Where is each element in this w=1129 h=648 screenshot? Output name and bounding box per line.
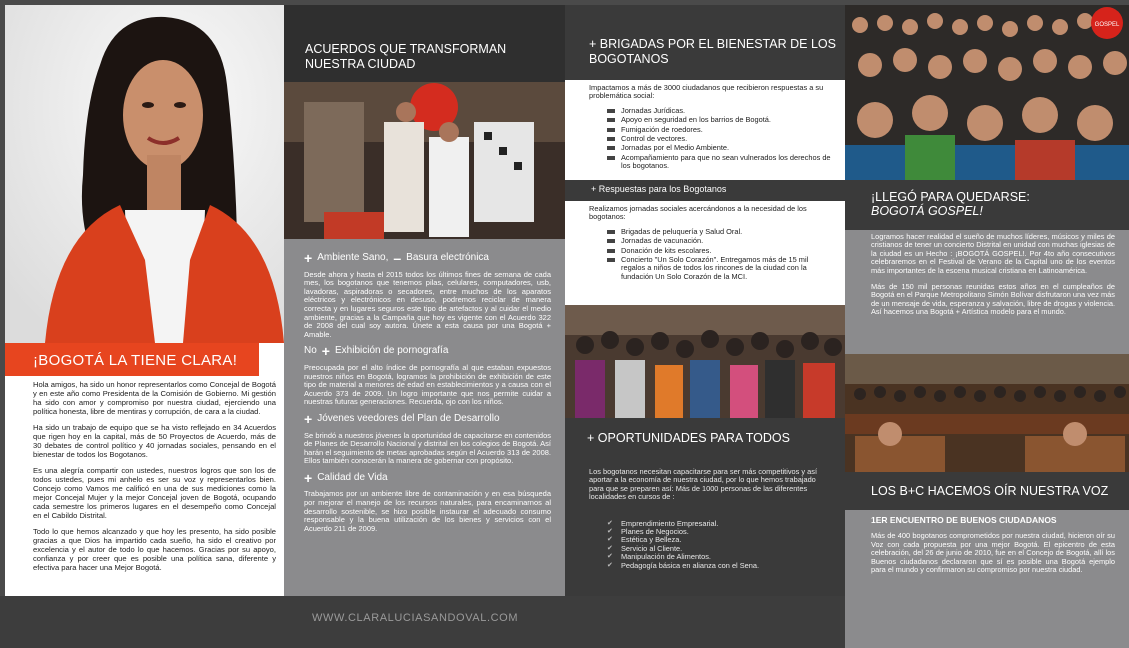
list-item: Acompañamiento para que no sean vulnerados los derechos de los bogotanos.: [607, 154, 831, 171]
council-chamber-photo: [845, 354, 1129, 472]
list-item: ✔ Pedagogía básica en alianza con el Sena.: [607, 562, 829, 570]
street-campaign-image: [284, 82, 565, 239]
intro-paragraph: Es una alegría compartir con ustedes, nuestros logros que son los de todos ustedes, pues mi anhelo es ser su voz y representarlos bien. Concejo como Vamos me calificó en una de sus mediciones como la mejor Concejal Mujer y la mejor Concejal joven de Bogotá, ocupando cada semestre los primeros lugares en el desempeño como Concejal en el Cabildo Distrital.: [33, 466, 276, 520]
respuestas-heading: [565, 180, 845, 201]
section-calidad-heading: [304, 469, 551, 486]
oportunidades-content: [565, 460, 845, 596]
encuentro-title: 1ER ENCUENTRO DE BUENOS CIUDADANOS: [871, 515, 1057, 525]
section-pornografia-heading: [304, 343, 551, 360]
portrait-photo: [5, 5, 284, 343]
acuerdos-body: [284, 239, 565, 596]
oportunidades-heading: [565, 418, 845, 460]
acuerdos-heading-line1: ACUERDOS QUE TRANSFORMAN: [305, 42, 507, 56]
gospel-heading-emphasis: BOGOTÁ GOSPEL!: [871, 204, 983, 218]
section-ambiente-heading: [304, 250, 551, 266]
list-item: ✔ Estética y Belleza.: [607, 536, 829, 544]
list-item: Fumigación de roedores.: [607, 126, 831, 134]
website-link[interactable]: WWW.CLARALUCIASANDOVAL.COM: [312, 612, 519, 624]
section-jovenes-heading: [304, 410, 551, 427]
oportunidades-text: Los bogotanos necesitan capacitarse para ser más competitivos y así aportar a la economía de nuestra ciudad, por lo que hemos trabajado para que se preparen así: Más de 1000 personas de las diferentes localidades en cursos de :: [589, 467, 817, 502]
list-item: Apoyo en seguridad en los barrios de Bogotá.: [607, 116, 831, 124]
list-item: ✔ Emprendimiento Empresarial.: [607, 520, 829, 528]
brigadas-list: [607, 107, 831, 171]
gospel-heading-line2: [871, 204, 1129, 218]
voz-heading: LOS B+C HACEMOS OÍR NUESTRA VOZ: [845, 472, 1129, 510]
brigadas-heading: [565, 5, 845, 80]
minus-icon: –: [393, 250, 402, 266]
gospel-heading: [845, 180, 1129, 230]
section-jovenes-title: Jóvenes veedores del Plan de Desarrollo: [317, 412, 500, 424]
cross-icon: +: [304, 250, 313, 266]
crowd-image: [845, 5, 1129, 180]
oportunidades-list: [607, 520, 829, 570]
intro-body: [5, 376, 284, 596]
list-item: Jornadas de vacunación.: [607, 237, 831, 245]
respuestas-intro: Realizamos jornadas sociales acercándonos a la necesidad de los bogotanos:: [589, 204, 807, 222]
oportunidades-title: OPORTUNIDADES PARA TODOS: [597, 431, 790, 445]
gospel-body: [845, 230, 1129, 354]
children-group-photo: [565, 305, 845, 418]
council-chamber-image: [845, 354, 1129, 472]
section-pornografia-text: Preocupada por el alto índice de pornografía al que estaban expuestos nuestros niños en Bogotá, logramos la prohibición de exhibición de este tipo de material a menores de edad en establecimientos y a causa con el Acuerdo 373 de 2009. Un logro importante que nos permite cuidar a nuestras futuras generaciones. Recuerda, ojo con los niños.: [304, 362, 551, 407]
intro-title: ¡BOGOTÁ LA TIENE CLARA!: [5, 343, 259, 376]
list-item: Donación de kits escolares.: [607, 247, 831, 255]
section-pornografia-title: Exhibición de pornografía: [334, 345, 449, 357]
section-calidad-title: Calidad de Vida: [317, 471, 388, 483]
list-item: ✔ Manipulación de Alimentos.: [607, 553, 829, 561]
gospel-paragraph: Más de 150 mil personas reunidas estos años en el cumpleaños de Bogotá en el Parque Metropolitano Simón Bolívar disfrutaron una vez más de un mensaje de vida, esperanza y salvación, libre de drogas y violencia. Así hacemos una Bogotá + Artística modelo para el mundo.: [871, 282, 1115, 317]
cross-icon: +: [589, 37, 600, 51]
respuestas-content: [565, 201, 845, 305]
acuerdos-heading-line2: NUESTRA CIUDAD: [305, 57, 416, 71]
intro-paragraph: Todo lo que hemos alcanzado y que hoy les presento, ha sido posible gracias a que Dios ha impartido cada sueño, ha sido el creativo por excelencia y el autor de todo lo que hacemos. Gracias por su apoyo, confianza y por creer que es posible una política sana, diferente y efectiva para hacer una Mejor Bogotá.: [33, 527, 276, 572]
brigadas-heading-line1: [589, 37, 845, 52]
list-item: Jornadas Jurídicas.: [607, 107, 831, 115]
column-acuerdos: [284, 5, 565, 596]
column-brigadas: [565, 5, 845, 596]
children-group-image: [565, 305, 845, 418]
list-item: Brigadas de peluquería y Salud Oral.: [607, 228, 831, 236]
list-item: Jornadas por el Medio Ambiente.: [607, 144, 831, 152]
cross-icon: +: [591, 184, 599, 194]
encuentro-box: [845, 510, 1129, 648]
street-campaign-photo: [284, 82, 565, 239]
column-intro: [5, 5, 284, 596]
cross-icon: +: [304, 410, 313, 427]
section-calidad-text: Trabajamos por un ambiente libre de contaminación y en esa búsqueda por mejorar el manejo de los recursos naturales, para encaminarnos al desarrollo sostenible, se hizo posible instaurar el adecuado consumo responsable y la buena utilización de los bienes y servicios con el Acuerdo 211 de 2009.: [304, 489, 551, 533]
intro-paragraph: Ha sido un trabajo de equipo que se ha visto reflejado en 34 Acuerdos que rigen hoy en la capital, más de 50 Proyectos de Acuerdo, más de 30 debates de control político y 40 jornadas sociales, pensando en el bienestar de todos los Bogotanos.: [33, 423, 276, 459]
section-jovenes-text: Se brindó a nuestros jóvenes la oportunidad de capacitarse en contenidos de Planes de Desarrollo Nacional y distrital en los colegios de Bogotá. Así harán el seguimiento de metas aprobadas según el Acuerdo 313 de 2008. Ellos también conocerán la manera de gobernar con propósito.: [304, 430, 551, 466]
respuestas-title: Respuestas para los Bogotanos: [598, 184, 727, 194]
encuentro-text: Más de 400 bogotanos comprometidos por nuestra ciudad, hicieron oír su Voz con cada propuesta por una mejor Bogotá. El epicentro de esta celebración, del 26 de junio de 2010, fue en el Concejo de Bogotá, allí los Buenos ciudadanos declararon que sí es posible una Bogotá ejemplo para el mundo y confirmaron su compromiso por nuestra ciudad.: [871, 531, 1115, 575]
section-basura-title: Basura electrónica: [406, 252, 489, 263]
list-item: Control de vectores.: [607, 135, 831, 143]
brigadas-intro: Impactamos a más de 3000 ciudadanos que recibieron respuestas a su problemática social:: [589, 83, 824, 101]
cross-icon: +: [304, 469, 313, 486]
brigadas-heading-line2: BOGOTANOS: [589, 52, 669, 66]
woman-portrait-image: [5, 5, 284, 343]
acuerdos-heading: [284, 5, 565, 82]
respuestas-list: [607, 228, 831, 281]
section-ambiente-text: Desde ahora y hasta el 2015 todos los últimos fines de semana de cada mes, los bogotanos que tenemos pilas, celulares, computadores, usb, lavadoras, aspiradoras o secadores, entre muchos de los aparatos eléctricos y electrónicos en desuso, podremos reciclar de manera correcta y en lugares seguros este tipo de artefactos y al cuidar el medio ambiente, gracias a la Campaña que hoy es vigente con el Acuerdo 322 de 2008 del cual soy autora. Únete a esta causa por una Bogotá + Amable.: [304, 269, 551, 339]
list-item: ✔ Servicio al Cliente.: [607, 545, 829, 553]
intro-paragraph: Hola amigos, ha sido un honor representarlos como Concejal de Bogotá y en este año como Presidenta de la Comisión de Gobierno. Mi gestión ha sido con amor y compromiso por nuestra ciudad, ejerciendo una política honesta, libre de mentiras y corrupción, de cara a la ciudad.: [33, 380, 276, 416]
cross-icon: +: [587, 431, 598, 445]
column-gospel: [845, 5, 1129, 648]
brigadas-heading-text: BRIGADAS POR EL BIENESTAR DE LOS: [599, 37, 836, 51]
crowd-photo: [845, 5, 1129, 180]
list-item: Concierto "Un Solo Corazón". Entregamos más de 15 mil regalos a niños de todos los rincones de la ciudad con la fundación Un Solo Corazón de la MCI.: [607, 256, 831, 281]
gospel-heading-line1: ¡LLEGÓ PARA QUEDARSE:: [871, 190, 1030, 204]
list-item: ✔ Planes de Negocios.: [607, 528, 829, 536]
section-no-title: No: [304, 345, 317, 357]
section-ambiente-title: Ambiente Sano,: [317, 252, 389, 263]
plus-icon: +: [321, 343, 330, 360]
gospel-paragraph: Logramos hacer realidad el sueño de muchos líderes, músicos y miles de cristianos de tener un concierto Distrital en unidad con muchas iglesias de la ciudad es un Hecho : ¡BOGOTÁ GOSPEL!. Por 4to año consecutivos celebraremos en el Festival de Verano de la Capital uno de los eventos más importantes de la escena musical cristiana en Latinoamérica.: [871, 232, 1115, 275]
gospel-badge-text: GOSPEL: [1094, 22, 1120, 28]
brigadas-content: [565, 80, 845, 180]
